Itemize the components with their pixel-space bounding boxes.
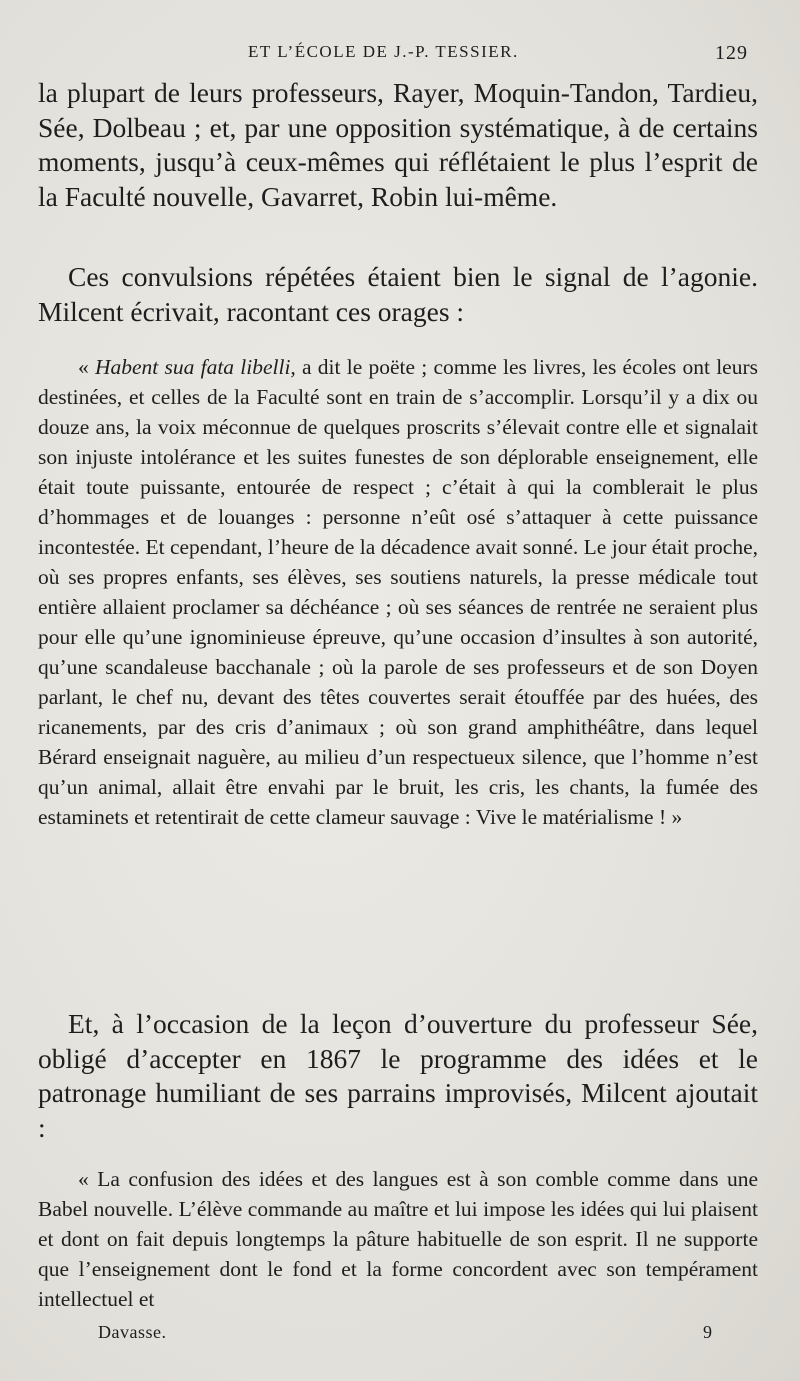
quote-1 [38,352,758,832]
quote-1-text: a dit le poëte ; comme les livres, les écoles ont leurs destinées, et celles de la Faculté sont en train de s’accomplir. Lorsqu’il y a dix ou douze ans, la voix méconnue de quelques proscrits s’élevait contre elle et signalait son injuste intolérance et les suites funestes de son déplorable enseignement, elle était toute puissante, entourée de respect ; c’était à qui la comblerait le plus d’hommages et de louanges : personne n’eût osé s’attaquer à cette puissance incontestée. Et cependant, l’heure de la décadence avait sonné. Le jour était proche, où ses propres enfants, ses élèves, ses soutiens naturels, la presse médicale tout entière allaient proclamer sa déchéance ; où ses séances de rentrée ne seraient plus pour elle qu’une ignominieuse épreuve, qu’une occasion d’insultes à son autorité, qu’une scandaleuse bacchanale ; où la parole de ses professeurs et de son Doyen parlant, le chef nu, devant des têtes couvertes serait étouffée par des huées, des ricanements, par des cris d’animaux ; où son grand amphithéâtre, dans lequel Bérard enseignait naguère, au milieu d’un respectueux silence, que l’homme n’est qu’un animal, allait être envahi par le bruit, les cris, les chants, la fumée des estaminets et retentirait de cette clameur sauvage : Vive le matérialisme ! » [38,355,758,829]
quote-2: « La confusion des idées et des langues est à son comble comme dans une Babel nouvelle. L’élève commande au maître et lui impose les idées qui lui plaisent et dont on fait depuis longtemps la pâture habituelle de son esprit. Il ne supporte que l’enseignement dont le fond et la forme concordent avec son tempérament intellectuel et [38,1167,758,1311]
quote-1-open: « [78,355,95,379]
paragraph-2: Ces convulsions répétées étaient bien le signal de l’agonie. Milcent écrivait, racontant ces orages : [38,261,758,327]
printer-signature: Davasse. [98,1322,167,1342]
page-footer [98,1322,712,1348]
sheet-number: 9 [703,1322,712,1342]
page-number: 129 [715,42,748,64]
page-header [38,34,748,64]
running-head: ET L’ÉCOLE DE J.-P. TESSIER. [248,42,519,61]
paragraph-3: Et, à l’occasion de la leçon d’ouverture du professeur Sée, obligé d’accepter en 1867 le programme des idées et le patronage humiliant de ses parrains improvisés, Milcent ajoutait : [38,1008,758,1143]
paragraph-1: la plupart de leurs professeurs, Rayer, Moquin-Tandon, Tardieu, Sée, Dolbeau ; et, par une opposition systématique, à de certains moments, jusqu’à ceux-mêmes qui réflétaient le plus l’esprit de la Faculté nouvelle, Gavarret, Robin lui-même. [38,77,758,212]
quote-1-latin-phrase: Habent sua fata libelli, [94,355,296,379]
